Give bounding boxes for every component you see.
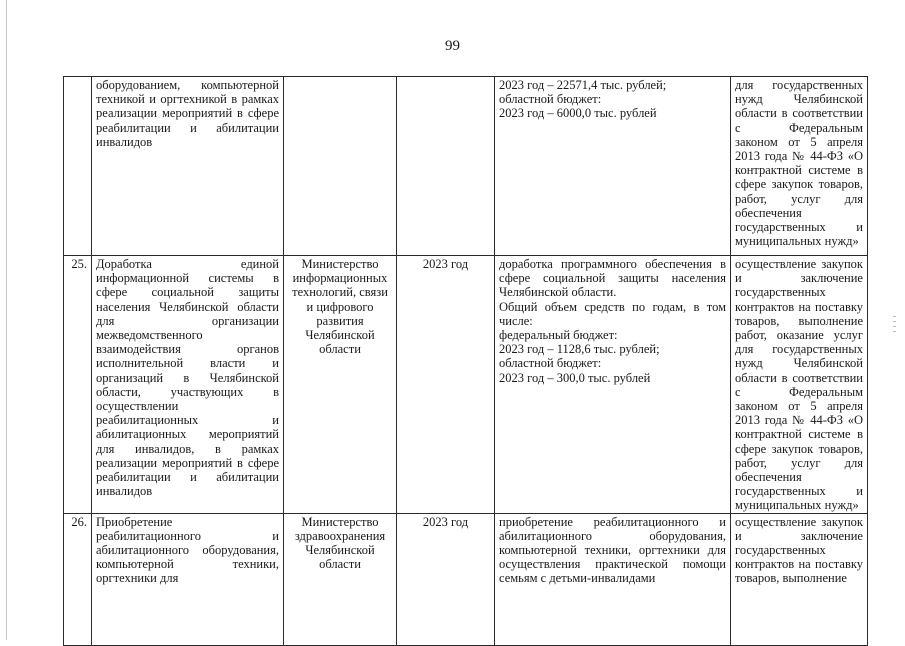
measures-table xyxy=(63,76,868,646)
mechanism-cell xyxy=(731,256,868,514)
table-row xyxy=(64,513,868,645)
table-row xyxy=(64,256,868,514)
measure-text: оборудованием, компьютерной техникой и оргтехникой в рамках реализации мероприятий в сфере реабилитации и абилитации инвалидов xyxy=(96,78,279,149)
executor-text: Министерство информационных технологий, связи и цифрового развития Челябинской области xyxy=(292,257,388,357)
result-text: доработка программного обеспечения в сфере социальной защиты населения Челябинской области. Общий объем средств по годам, в том числе: федеральный бюджет: 2023 год – 1128,6 тыс. рублей; областной бюджет: 2023 год – 300,0 тыс. рублей xyxy=(499,257,726,385)
result-cell xyxy=(495,77,731,256)
term-cell xyxy=(397,77,495,256)
measure-text: Приобретение реабилитационного и абилитационного оборудования, компьютерной техники, оргтехники для xyxy=(96,514,279,586)
mechanism-cell xyxy=(731,513,868,645)
result-text: 2023 год – 22571,4 тыс. рублей; областной бюджет: 2023 год – 6000,0 тыс. рублей xyxy=(499,78,667,121)
measure-text: Доработка единой информационной системы в сфере социальной защиты населения Челябинской области для организации межведомственного взаимодействия органов исполнительной власти и организаций в Челябинской области, участвующих в осуществлении реабилитационных и абилитационных мероприятий для инвалидов, в рамках реализации мероприятий в сфере реабилитации и абилитации инвалидов xyxy=(96,257,279,499)
term-cell: 2023 год xyxy=(397,513,495,645)
executor-text: Министерство здравоохранения Челябинской области xyxy=(294,514,386,572)
executor-cell xyxy=(284,77,397,256)
scan-margin-marks xyxy=(893,316,897,336)
scan-edge-line xyxy=(6,0,7,640)
result-cell xyxy=(495,256,731,514)
table-row xyxy=(64,77,868,256)
result-text: приобретение реабилитационного и абилитационного оборудования, компьютерной техники, оргтехники для осуществления практической помощи семьям с детьми-инвалидами xyxy=(499,514,726,586)
measure-cell xyxy=(92,513,284,645)
executor-cell xyxy=(284,256,397,514)
mechanism-text: осуществление закупок и заключение государственных контрактов на поставку товаров, выполнение xyxy=(735,514,863,586)
page-number: 99 xyxy=(445,38,460,54)
mechanism-text: осуществление закупок и заключение государственных контрактов на поставку товаров, выполнение работ, оказание услуг для государственных нужд Челябинской области в соответствии с Федеральным законом от 5 апреля 2013 года № 44-ФЗ «О контрактной системе в сфере закупок товаров, работ, услуг для обеспечения государственных и муниципальных нужд» xyxy=(735,257,863,513)
result-cell xyxy=(495,513,731,645)
mechanism-cell xyxy=(731,77,868,256)
measure-cell xyxy=(92,256,284,514)
measure-cell xyxy=(92,77,284,256)
row-number-cell: 26. xyxy=(64,513,92,645)
row-number-cell: 25. xyxy=(64,256,92,514)
row-number-cell xyxy=(64,77,92,256)
executor-cell xyxy=(284,513,397,645)
mechanism-text: для государственных нужд Челябинской области в соответствии с Федеральным законом от 5 апреля 2013 года № 44-ФЗ «О контрактной системе в сфере закупок товаров, работ, услуг для обеспечения государственных и муниципальных нужд» xyxy=(735,78,863,249)
term-cell: 2023 год xyxy=(397,256,495,514)
